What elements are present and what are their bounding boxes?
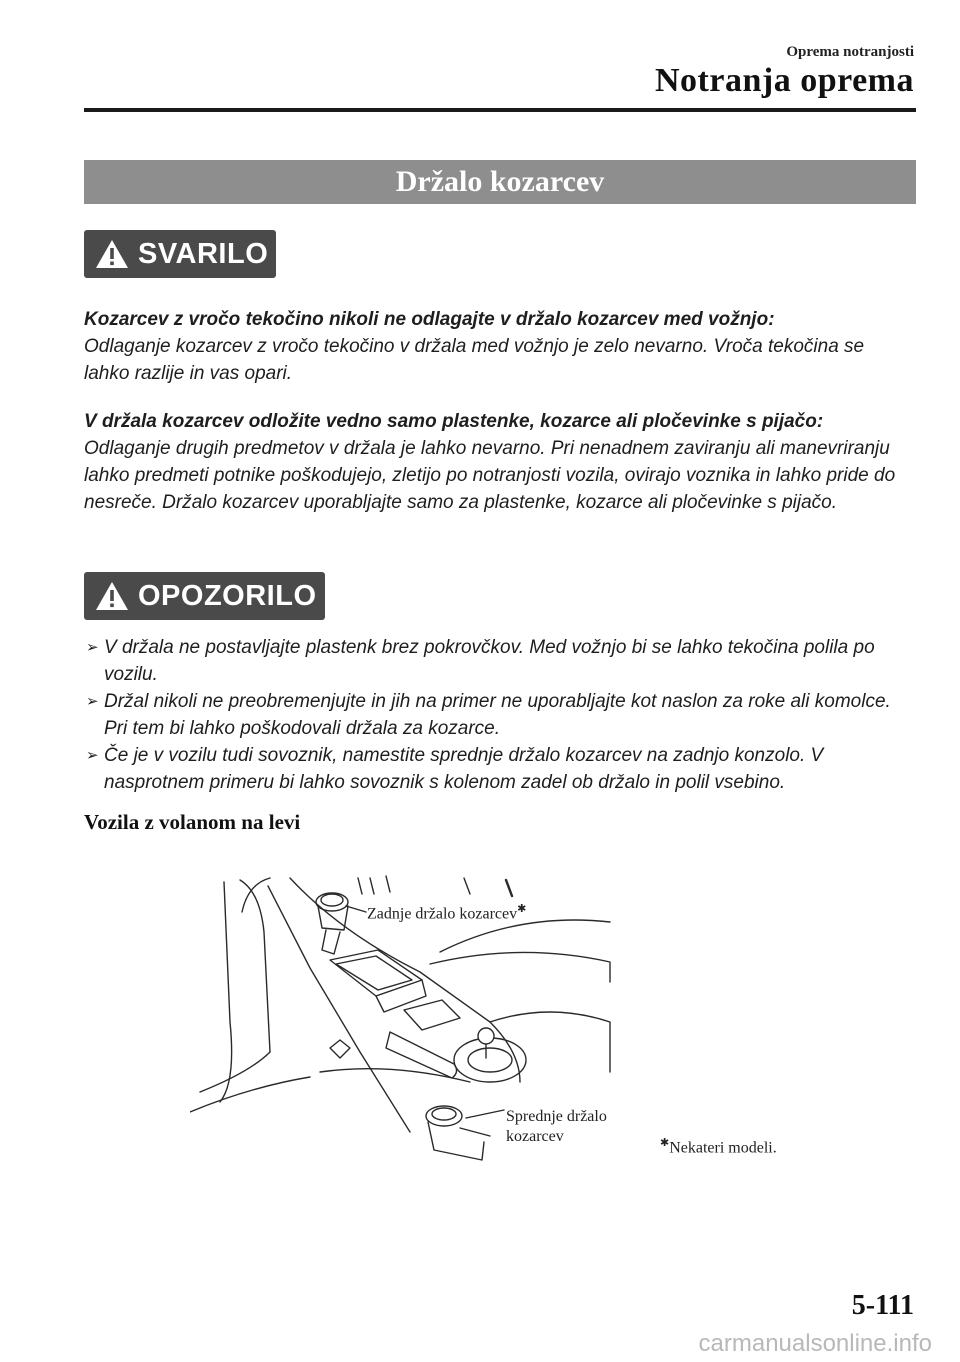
list-item: ➢ V držala ne postavljajte plastenk brez pokrovčkov. Med vožnjo bi se lahko tekočina polila po vozilu. bbox=[84, 634, 914, 688]
arrow-bullet-icon: ➢ bbox=[86, 747, 99, 764]
caution-badge bbox=[84, 572, 325, 620]
asterisk-icon: ✱ bbox=[660, 1137, 670, 1149]
warning-body-1: Odlaganje kozarcev z vročo tekočino v držala med vožnjo je zelo nevarno. Vroča tekočina se lahko razlije in vas opari. bbox=[84, 336, 865, 384]
section-title: Notranja oprema bbox=[655, 62, 914, 99]
page-number: 5-111 bbox=[851, 1290, 914, 1321]
watermark: carmanualsonline.info bbox=[698, 1330, 932, 1357]
asterisk-icon: ✱ bbox=[517, 903, 527, 915]
caution-list bbox=[84, 634, 914, 796]
footnote: ✱Nekateri modeli. bbox=[660, 1137, 777, 1157]
section-subtitle: Oprema notranjosti bbox=[786, 44, 914, 60]
rear-cup-holder-label: Zadnje držalo kozarcev✱ bbox=[367, 903, 527, 923]
caution-label: OPOZORILO bbox=[138, 579, 317, 612]
warning-heading-1: Kozarcev z vročo tekočino nikoli ne odlagajte v držalo kozarcev med vožnjo: bbox=[84, 309, 775, 330]
caution-triangle-icon bbox=[94, 580, 130, 612]
warning-item-1 bbox=[84, 306, 914, 387]
warning-triangle-icon bbox=[94, 238, 130, 270]
warning-label: SVARILO bbox=[138, 237, 269, 270]
arrow-bullet-icon: ➢ bbox=[86, 693, 99, 710]
arrow-bullet-icon: ➢ bbox=[86, 639, 99, 656]
list-item: ➢ Če je v vozilu tudi sovoznik, namestite sprednje držalo kozarcev na zadnjo konzolo. V nasprotnem primeru bi lahko sovoznik s kolenom zadel ob držalo in polil vsebino. bbox=[84, 742, 914, 796]
warning-body-2: Odlaganje drugih predmetov v držala je lahko nevarno. Pri nenadnem zaviranju ali manevriranju lahko predmeti potnike poškodujejo, zletijo po notranjosti vozila, ovirajo voznika in lahko pride do nesreče. Držalo kozarcev uporabljajte samo za plastenke, kozarce ali pločevinke s pijačo. bbox=[84, 438, 896, 513]
front-cup-holder-label-line2: kozarcev bbox=[506, 1128, 564, 1145]
warning-item-2 bbox=[84, 408, 914, 516]
front-cup-holder-label-line1: Sprednje držalo bbox=[506, 1108, 607, 1125]
header-rule bbox=[84, 108, 916, 112]
list-item: ➢ Držal nikoli ne preobremenjujte in jih na primer ne uporabljajte kot naslon za roke ali komolce. Pri tem bi lahko poškodovali držala za kozarce. bbox=[84, 688, 914, 742]
section-heading: Vozila z volanom na levi bbox=[84, 810, 301, 834]
warning-badge bbox=[84, 230, 276, 278]
warning-heading-2: V držala kozarcev odložite vedno samo plastenke, kozarce ali pločevinke s pijačo: bbox=[84, 411, 824, 432]
page-title: Držalo kozarcev bbox=[84, 160, 916, 204]
